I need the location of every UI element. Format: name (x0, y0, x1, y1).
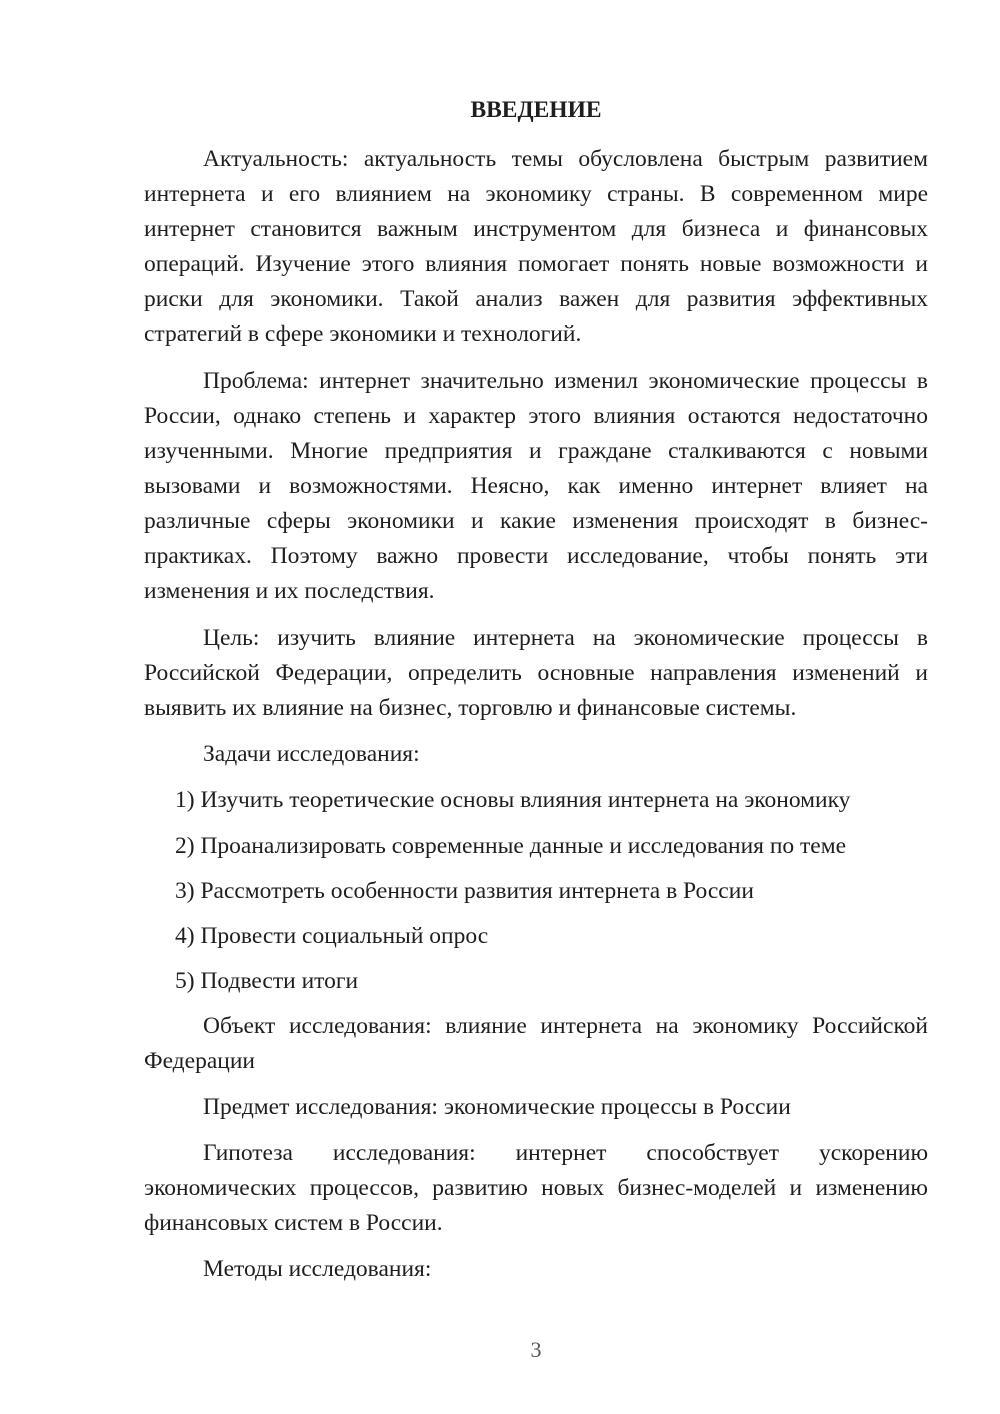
hypothesis-paragraph: Гипотеза исследования: интернет способствует ускорению экономических процессов, развитию новых бизнес-моделей и изменению финансовых систем в России. (144, 1140, 928, 1236)
tasks-heading: Задачи исследования: (203, 741, 420, 767)
task-item-1: 1) Изучить теоретические основы влияния интернета на экономику (175, 787, 851, 813)
task-item-3: 3) Рассмотреть особенности развития интернета в России (175, 878, 754, 904)
task-item-2: 2) Проанализировать современные данные и исследования по теме (175, 833, 847, 859)
subject-paragraph: Предмет исследования: экономические процессы в России (203, 1094, 791, 1120)
relevance-paragraph: Актуальность: актуальность темы обусловлена быстрым развитием интернета и его влиянием на экономику страны. В современном мире интернет становится важным инструментом для бизнеса и финансовых операций. Изучение этого влияния помогает понять новые возможности и риски для экономики. Такой анализ важен для развития эффективных стратегий в сфере экономики и технологий. (144, 146, 928, 347)
page-title: ВВЕДЕНИЕ (470, 97, 602, 123)
problem-paragraph: Проблема: интернет значительно изменил экономические процессы в России, однако степень и характер этого влияния остаются недостаточно изученными. Многие предприятия и граждане сталкиваются с новыми вызовами и возможностями. Неясно, как именно интернет влияет на различные сферы экономики и какие изменения происходят в бизнес-практиках. Поэтому важно провести исследование, чтобы понять эти изменения и их последствия. (144, 368, 928, 604)
methods-heading: Методы исследования: (203, 1256, 432, 1282)
object-paragraph: Объект исследования: влияние интернета на экономику Российской Федерации (144, 1013, 928, 1074)
page-number: 3 (530, 1337, 542, 1362)
task-item-4: 4) Провести социальный опрос (175, 923, 489, 949)
task-item-5: 5) Подвести итоги (175, 968, 359, 994)
goal-paragraph: Цель: изучить влияние интернета на экономические процессы в Российской Федерации, определить основные направления изменений и выявить их влияние на бизнес, торговлю и финансовые системы. (144, 625, 928, 721)
